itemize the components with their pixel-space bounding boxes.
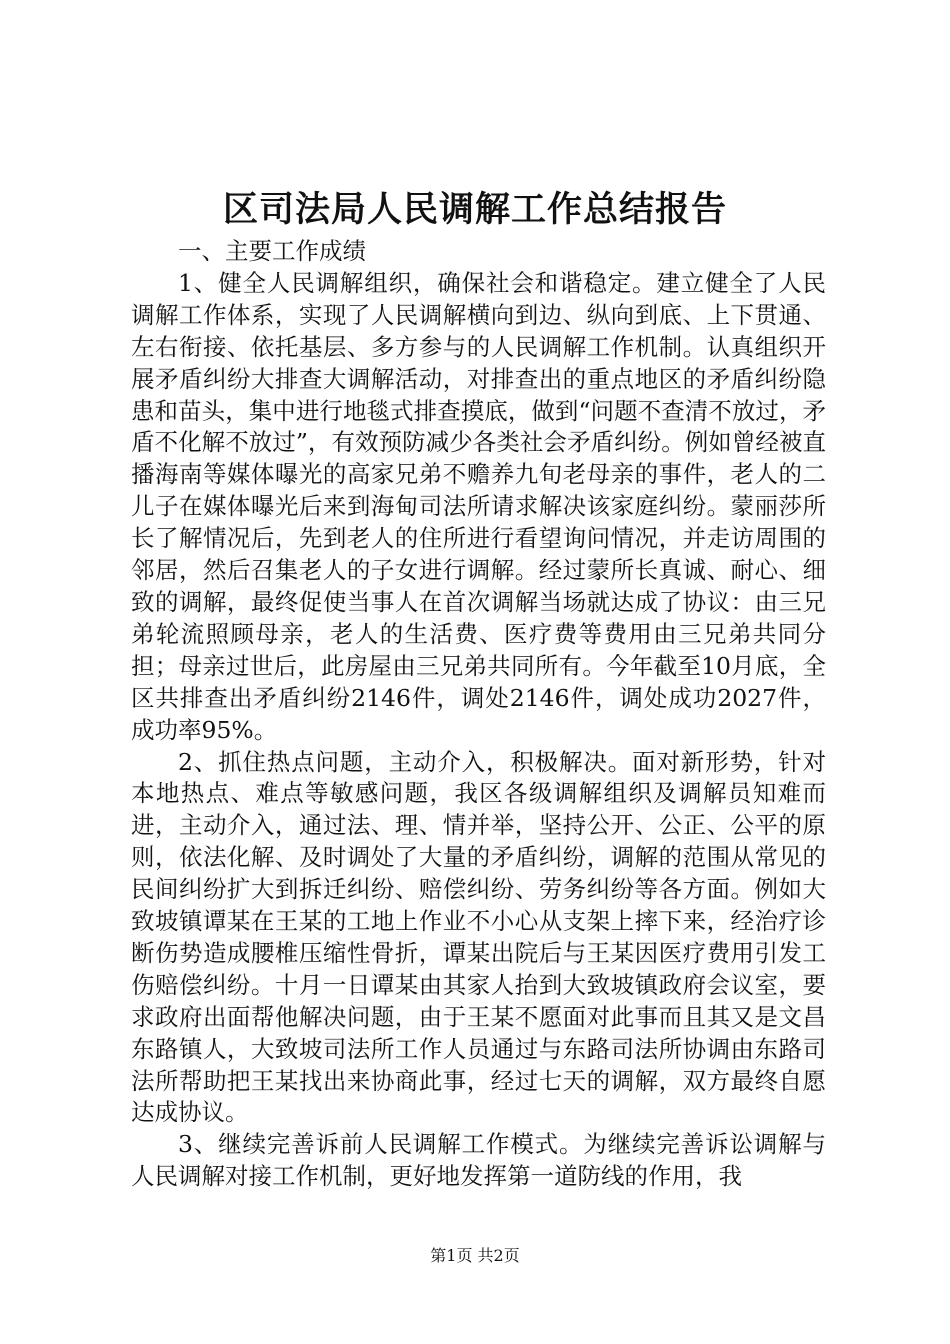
page-footer: 第1页 共2页	[430, 1246, 520, 1265]
paragraph-1: 1、健全人民调解组织，确保社会和谐稳定。建立健全了人民调解工作体系，实现了人民调解横向到边、纵向到底、上下贯通、左右衔接、依托基层、多方参与的人民调解工作机制。认真组织开展矛盾纠纷大排查大调解活动，对排查出的重点地区的矛盾纠纷隐患和苗头，集中进行地毯式排查摸底，做到“问题不查清不放过，矛盾不化解不放过”，有效预防减少各类社会矛盾纠纷。例如曾经被直播海南等媒体曝光的高家兄弟不赡养九旬老母亲的事件，老人的二儿子在媒体曝光后来到海甸司法所请求解决该家庭纠纷。蒙丽莎所长了解情况后，先到老人的住所进行看望询问情况，并走访周围的邻居，然后召集老人的子女进行调解。经过蒙所长真诚、耐心、细致的调解，最终促使当事人在首次调解当场就达成了协议：由三兄弟轮流照顾母亲，老人的生活费、医疗费等费用由三兄弟共同分担；母亲过世后，此房屋由三兄弟共同所有。今年截至10月底，全区共排查出矛盾纠纷2146件，调处2146件，调处成功2027件，成功率95%。	[131, 268, 826, 744]
paragraph-3: 3、继续完善诉前人民调解工作模式。为继续完善诉讼调解与人民调解对接工作机制，更好地发挥第一道防线的作用，我	[131, 1130, 826, 1191]
document-title: 区司法局人民调解工作总结报告	[222, 189, 727, 230]
document-body	[131, 236, 826, 1193]
paragraph-2: 2、抓住热点问题，主动介入，积极解决。面对新形势，针对本地热点、难点等敏感问题，我区各级调解组织及调解员知难而进，主动介入，通过法、理、情并举，坚持公开、公正、公平的原则，依法化解、及时调处了大量的矛盾纠纷，调解的范围从常见的民间纠纷扩大到拆迁纠纷、赔偿纠纷、劳务纠纷等各方面。例如大致坡镇谭某在王某的工地上作业不小心从支架上摔下来，经治疗诊断伤势造成腰椎压缩性骨折，谭某出院后与王某因医疗费用引发工伤赔偿纠纷。十月一日谭某由其家人抬到大致坡镇政府会议室，要求政府出面帮他解决问题，由于王某不愿面对此事而且其又是文昌东路镇人，大致坡司法所工作人员通过与东路司法所协调由东路司法所帮助把王某找出来协商此事，经过七天的调解，双方最终自愿达成协议。	[131, 747, 826, 1127]
section-heading: 一、主要工作成绩	[178, 237, 366, 265]
